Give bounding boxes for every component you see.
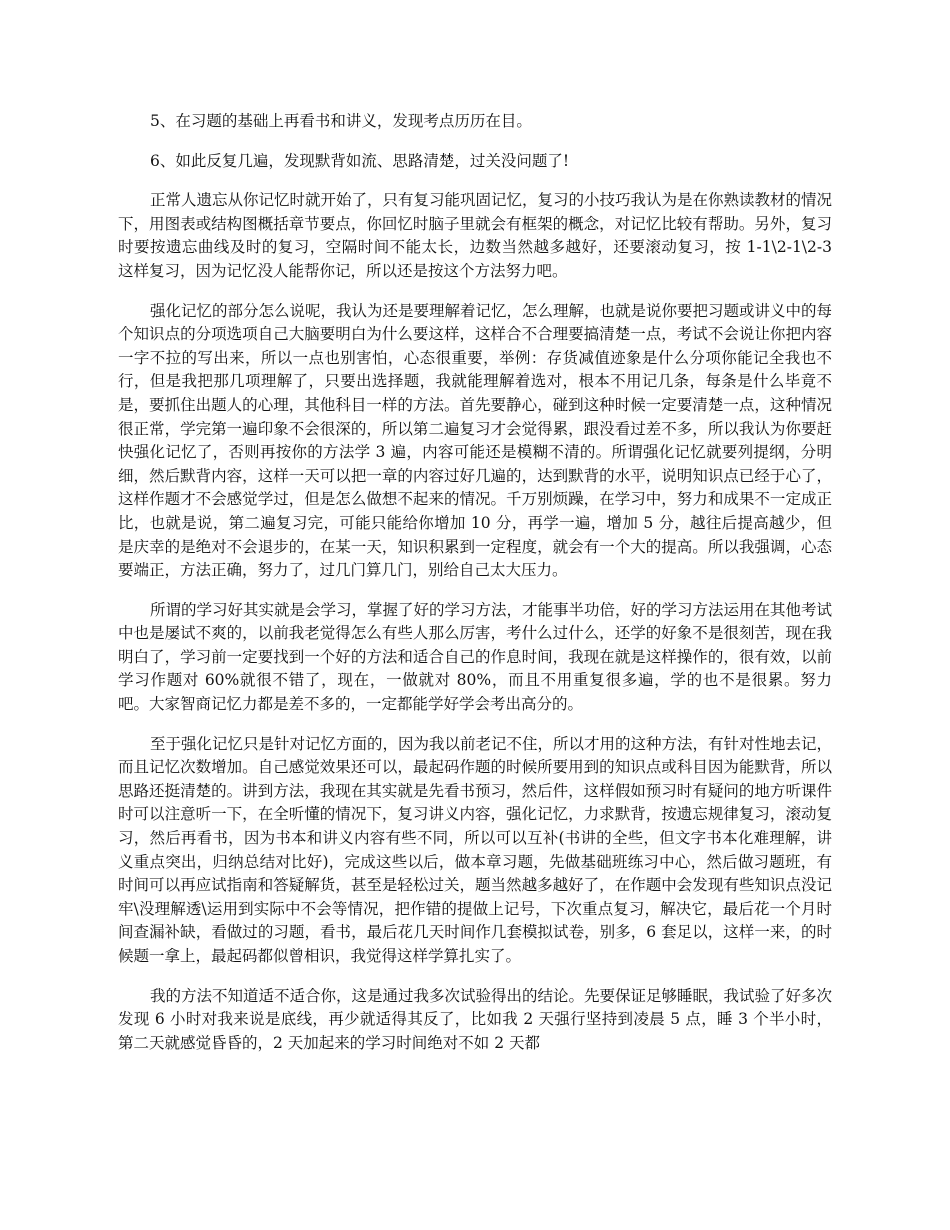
paragraph-forgetting-review: 正常人遗忘从你记忆时就开始了，只有复习能巩固记忆，复习的小技巧我认为是在你熟读教材的情况下，用图表或结构图概括章节要点，你回忆时脑子里就会有框架的概念，对记忆比较有帮助。另外，复习时要按遗忘曲线及时的复习，空隔时间不能太长，边数当然越多越好，还要滚动复习，按 1-1\2-1\2-3 这样复习，因为记忆没人能帮你记，所以还是按这个方法努力吧。 — [118, 191, 833, 280]
document-body — [118, 110, 832, 1071]
paragraph-sleep-experiment: 我的方法不知道适不适合你，这是通过我多次试验得出的结论。先要保证足够睡眠，我试验了好多次发现 6 小时对我来说是底线，再少就适得其反了，比如我 2 天强行坚持到凌晨 5 点，睡 3 个半小时，第二天就感觉昏昏的，2 天加起来的学习时间绝对不如 2 天都 — [118, 986, 833, 1052]
paragraph-study-method: 所谓的学习好其实就是会学习，掌握了好的学习方法，才能事半功倍，好的学习方法运用在其他考试中也是屡试不爽的，以前我老觉得怎么有些人那么厉害，考什么过什么，还学的好象不是很刻苦，现在我明白了，学习前一定要找到一个好的方法和适合自己的作息时间，我现在就是这样操作的，很有效，以前学习作题对 60%就很不错了，现在，一做就对 80%，而且不用重复很多遍，学的也不是很累。努力吧。大家智商记忆力都是差不多的，一定都能学好学会考出高分的。 — [118, 600, 833, 714]
paragraph-strengthen-memory: 强化记忆的部分怎么说呢，我认为还是要理解着记忆，怎么理解，也就是说你要把习题或讲义中的每个知识点的分项选项自己大脑要明白为什么要这样，这样合不合理要搞清楚一点，考试不会说让你把内容一字不拉的写出来，所以一点也别害怕，心态很重要，举例：存货减值迹象是什么分项你能记全我也不行，但是我把那几项理解了，只要出选择题，我就能理解着选对，根本不用记几条，每条是什么毕竟不是，要抓住出题人的心理，其他科目一样的方法。首先要静心，碰到这种时候一定要清楚一点，这种情况很正常，学完第一遍印象不会很深的，所以第二遍复习才会觉得累，跟没看过差不多，所以我认为你要赶快强化记忆了，否则再按你的方法学 3 遍，内容可能还是模糊不清的。所谓强化记忆就要列提纲，分明细，然后默背内容，这样一天可以把一章的内容过好几遍的，达到默背的水平，说明知识点已经于心了，这样作题才不会感觉学过，但是怎么做想不起来的情况。千万别烦躁，在学习中，努力和成果不一定成正比，也就是说，第二遍复习完，可能只能给你增加 10 分，再学一遍，增加 5 分，越往后提高越少，但是庆幸的是绝对不会退步的，在某一天，知识积累到一定程度，就会有一个大的提高。所以我强调，心态要端正，方法正确，努力了，过几门算几门，别给自己太大压力。 — [118, 301, 833, 580]
paragraph-memory-approach: 至于强化记忆只是针对记忆方面的，因为我以前老记不住，所以才用的这种方法，有针对性地去记，而且记忆次数增加。自己感觉效果还可以，最起码作题的时候所要用到的知识点或科目因为能默背，所以思路还挺清楚的。讲到方法，我现在其实就是先看书预习，然后件，这样假如预习时有疑问的地方听课件时可以注意听一下，在全听懂的情况下，复习讲义内容，强化记忆，力求默背，按遗忘规律复习，滚动复习，然后再看书，因为书本和讲义内容有些不同，所以可以互补(书讲的全些，但文字书本化难理解，讲义重点突出，归纳总结对比好)，完成这些以后，做本章习题，先做基础班练习中心，然后做习题班，有时间可以再应试指南和答疑解货，甚至是轻松过关，题当然越多越好了，在作题中会发现有些知识点没记牢\没理解透\运用到实际中不会等情况，把作错的提做上记号，下次重点复习，解决它，最后花一个月时间查漏补缺，看做过的习题，看书，最后花几天时间作几套模拟试卷，别多，6 套足以，这样一来，的时候题一拿上，最起码都似曾相识，我觉得这样学算扎实了。 — [118, 734, 833, 965]
paragraph-step-5: 5、在习题的基础上再看书和讲义，发现考点历历在目。 — [150, 112, 532, 130]
paragraph-step-6: 6、如此反复几遍，发现默背如流、思路清楚，过关没问题了! — [150, 151, 570, 170]
